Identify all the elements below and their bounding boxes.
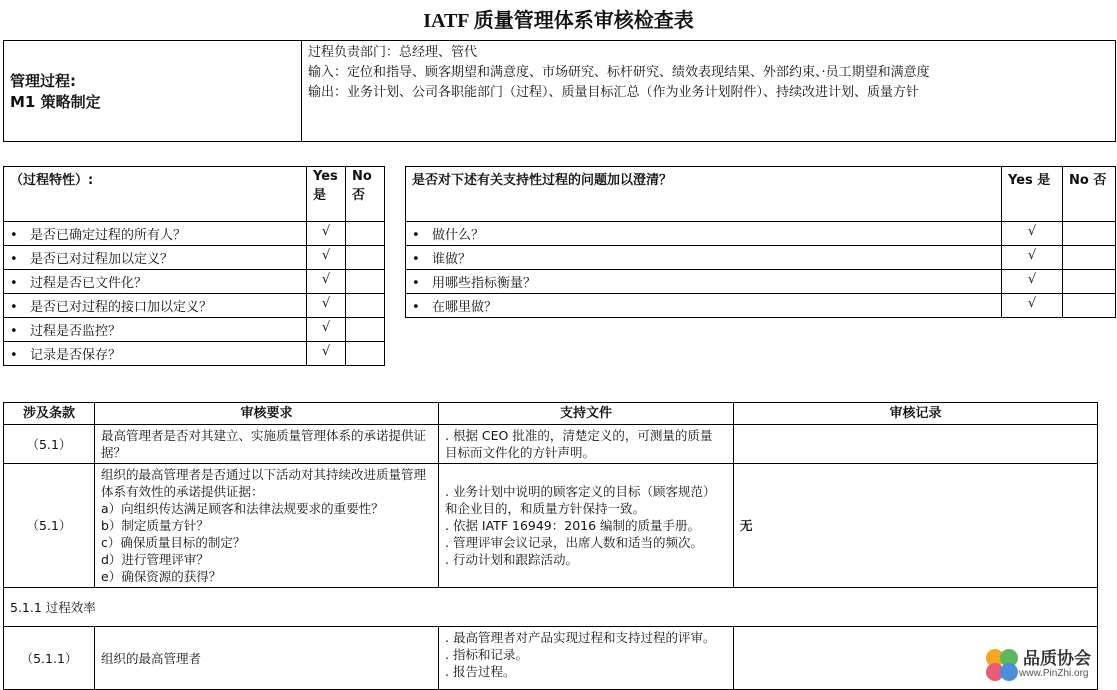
pc-no	[346, 246, 385, 270]
audit-header-documents: 支持文件	[439, 403, 734, 425]
sp-yes: √	[1002, 246, 1063, 270]
last-row-requirement: 组织的最高管理者	[95, 627, 439, 690]
sp-question: 谁做？	[432, 252, 472, 267]
section-label: 5.1.1 过程效率	[4, 588, 1098, 627]
pc-no	[346, 294, 385, 318]
bullet-icon: •	[10, 252, 18, 267]
last-row-clause: （5.1.1）	[4, 627, 95, 690]
support-process-row	[406, 246, 1116, 270]
doc-line: . 报告过程。	[445, 664, 516, 679]
audit-record	[734, 425, 1098, 464]
sp-question: 用哪些指标衡量？	[432, 276, 537, 291]
pc-question-cell	[4, 270, 307, 294]
pc-question-cell	[4, 222, 307, 246]
process-characteristic-row	[4, 246, 385, 270]
process-output: 输出：业务计划、公司各职能部门（过程）、质量目标汇总（作为业务计划附件）、持续改进计划、质量方针	[308, 85, 920, 100]
pc-question: 过程是否监控？	[30, 324, 122, 339]
sp-no	[1063, 270, 1116, 294]
process-characteristic-row	[4, 270, 385, 294]
process-input: 输入：定位和指导、顾客期望和满意度、市场研究、标杆研究、绩效表现结果、外部约束、·员工期望和满意度	[308, 65, 930, 80]
requirement-line: b）制定质量方针？	[101, 518, 209, 533]
sp-yes: √	[1002, 222, 1063, 246]
doc-line: . 指标和记录。	[445, 647, 528, 662]
requirement-line: a）向组织传达满足顾客和法律法规要求的重要性？	[101, 501, 384, 516]
process-label-cell	[4, 41, 302, 142]
sp-question-cell	[406, 294, 1002, 318]
support-process-row	[406, 294, 1116, 318]
bullet-icon: •	[10, 300, 18, 315]
process-code: M1 策略制定	[10, 93, 101, 111]
bullet-icon: •	[412, 300, 420, 315]
audit-header-clause: 涉及条款	[4, 403, 95, 425]
pc-question: 记录是否保存？	[30, 348, 122, 363]
sp-no	[1063, 222, 1116, 246]
pc-yes: √	[307, 342, 346, 366]
requirement-line: 最高管理者是否对其建立、实施质量管理体系的承诺提供证据？	[101, 428, 427, 460]
audit-requirement	[95, 425, 439, 464]
support-process-header: 是否对下述有关支持性过程的问题加以澄清？	[406, 167, 1002, 222]
process-header-table	[3, 40, 1116, 142]
process-characteristic-row	[4, 222, 385, 246]
pc-yes: √	[307, 246, 346, 270]
bullet-icon: •	[10, 348, 18, 363]
bullet-icon: •	[10, 276, 18, 291]
requirement-line: 组织的最高管理者是否通过以下活动对其持续改进质量管理体系有效性的承诺提供证据：	[101, 467, 427, 499]
pc-no	[346, 318, 385, 342]
sp-question: 在哪里做？	[432, 300, 498, 315]
process-characteristic-row	[4, 342, 385, 366]
process-characteristics-table	[3, 166, 385, 366]
audit-row	[4, 425, 1098, 464]
pc-question: 是否已确定过程的所有人？	[30, 228, 187, 243]
sp-question: 做什么？	[432, 228, 485, 243]
watermark-logo	[981, 640, 1111, 688]
audit-table	[3, 402, 1098, 690]
support-process-table	[405, 166, 1116, 318]
pc-no	[346, 222, 385, 246]
pc-question: 是否已对过程加以定义？	[30, 252, 174, 267]
page-title: IATF 质量管理体系审核检查表	[423, 10, 694, 32]
sp-no	[1063, 246, 1116, 270]
audit-record: 无	[734, 464, 1098, 588]
bullet-icon: •	[412, 252, 420, 267]
support-process-row	[406, 222, 1116, 246]
process-characteristic-row	[4, 294, 385, 318]
pc-yes: √	[307, 318, 346, 342]
audit-documents	[439, 464, 734, 588]
requirement-line: c）确保质量目标的制定？	[101, 535, 246, 550]
pc-question-cell	[4, 246, 307, 270]
bullet-icon: •	[10, 228, 18, 243]
process-characteristics-header: （过程特性）:	[4, 167, 307, 222]
pc-question-cell	[4, 318, 307, 342]
audit-clause: （5.1）	[4, 464, 95, 588]
process-characteristic-row	[4, 318, 385, 342]
pc-question-cell	[4, 294, 307, 318]
requirement-line: d）进行管理评审？	[101, 552, 209, 567]
support-no-header: No 否	[1063, 167, 1116, 222]
no-header: No 否	[346, 167, 385, 222]
support-yes-header: Yes 是	[1002, 167, 1063, 222]
requirement-line: e）确保资源的获得？	[101, 569, 222, 584]
audit-header-requirement: 审核要求	[95, 403, 439, 425]
yes-header: Yes 是	[307, 167, 346, 222]
support-process-row	[406, 270, 1116, 294]
pc-question: 是否已对过程的接口加以定义？	[30, 300, 213, 315]
doc-line: . 最高管理者对产品实现过程和支持过程的评审。	[445, 630, 716, 645]
sp-yes: √	[1002, 270, 1063, 294]
doc-line: . 行动计划和跟踪活动。	[445, 552, 578, 567]
audit-clause: （5.1）	[4, 425, 95, 464]
doc-line: . 业务计划中说明的顾客定义的目标（顾客规范）	[445, 484, 716, 499]
pc-no	[346, 342, 385, 366]
doc-line: . 根据 CEO 批准的，清楚定义的，可测量的质量	[445, 428, 713, 443]
audit-header-record: 审核记录	[734, 403, 1098, 425]
process-detail-cell	[302, 41, 1116, 142]
doc-line: . 管理评审会议记录，出席人数和适当的频次。	[445, 535, 703, 550]
pc-no	[346, 270, 385, 294]
sp-no	[1063, 294, 1116, 318]
pc-question: 过程是否已文件化？	[30, 276, 148, 291]
logo-url: www.PinZhi.org	[1019, 668, 1089, 679]
sp-question-cell	[406, 246, 1002, 270]
pc-yes: √	[307, 270, 346, 294]
audit-requirement	[95, 464, 439, 588]
sp-question-cell	[406, 270, 1002, 294]
bullet-icon: •	[10, 324, 18, 339]
sp-yes: √	[1002, 294, 1063, 318]
logo-name: 品质协会	[1023, 649, 1091, 669]
sp-question-cell	[406, 222, 1002, 246]
flower-logo-icon	[981, 644, 1021, 684]
doc-line: 和企业目的，和质量方针保持一致。	[445, 501, 646, 516]
last-row-documents	[439, 627, 734, 690]
pc-yes: √	[307, 222, 346, 246]
bullet-icon: •	[412, 276, 420, 291]
bullet-icon: •	[412, 228, 420, 243]
doc-line: . 依据 IATF 16949：2016 编制的质量手册。	[445, 518, 701, 533]
pc-yes: √	[307, 294, 346, 318]
pc-question-cell	[4, 342, 307, 366]
audit-documents	[439, 425, 734, 464]
process-label: 管理过程:	[10, 72, 76, 90]
process-owner: 过程负责部门：总经理、管代	[308, 45, 478, 60]
doc-line: 目标而文件化的方针声明。	[445, 445, 596, 460]
audit-row	[4, 464, 1098, 588]
